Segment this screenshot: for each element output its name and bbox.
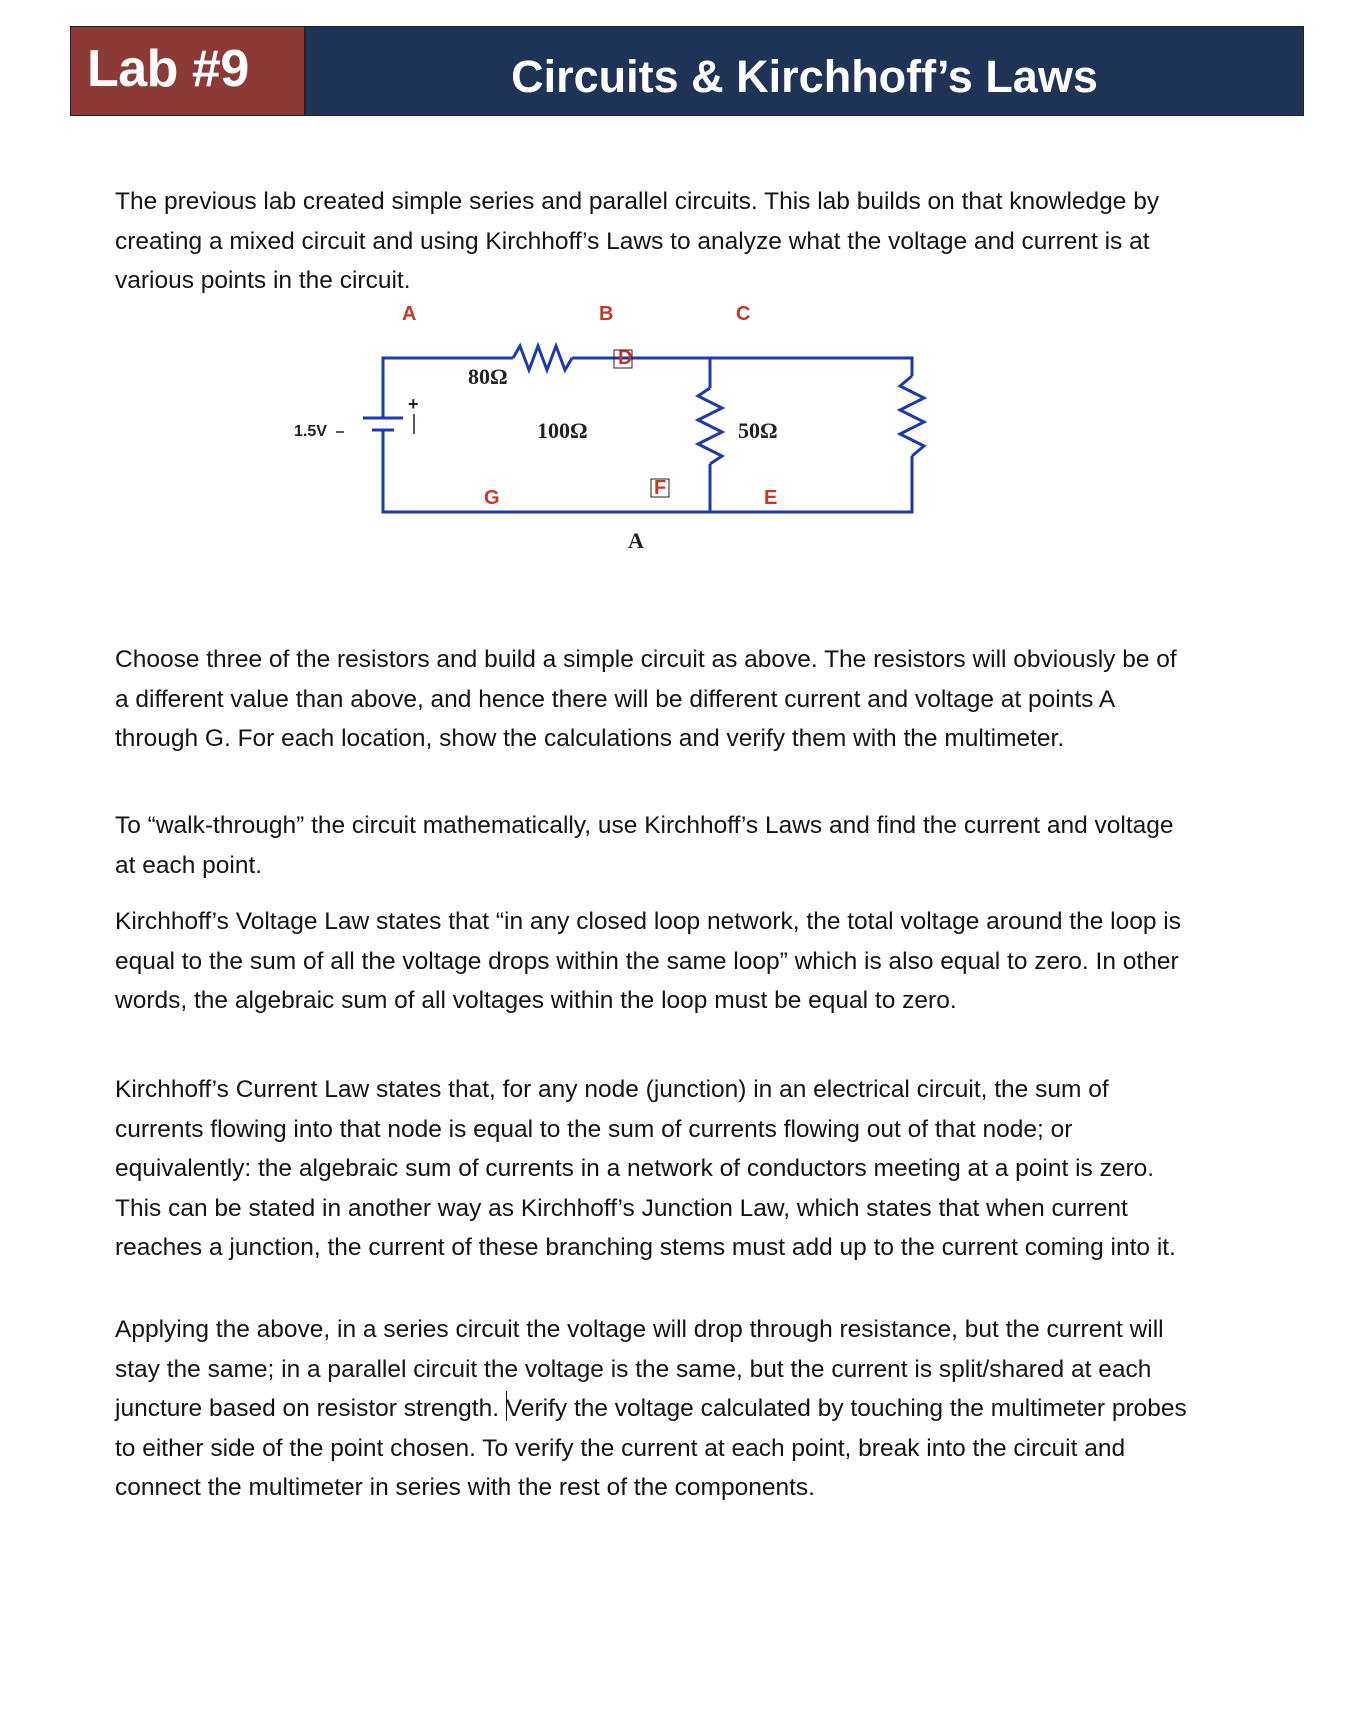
circuit-diagram	[294, 303, 920, 616]
lab-number: Lab #9	[71, 27, 306, 115]
resistor-50-label: 50Ω	[738, 418, 778, 443]
battery-plus-label: +	[408, 394, 419, 414]
point-label-b: B	[599, 303, 614, 325]
battery-voltage-label: 1.5V	[294, 423, 327, 440]
header-banner	[70, 26, 1304, 116]
point-label-g: G	[484, 487, 500, 509]
walkthrough-paragraph: To “walk-through” the circuit mathematically, use Kirchhoff’s Laws and find the current and voltage at each point.	[115, 812, 1174, 879]
wire-right-bottom	[383, 438, 912, 512]
point-label-c: C	[736, 303, 751, 325]
ammeter-label: A	[628, 528, 644, 553]
applying-text-end: Verify the voltage calculated by touching the multimeter probes to either side of the point chosen. To verify the current at each point, break into the circuit and connect the multimeter in series with the rest of the components.	[115, 1395, 1187, 1501]
instruction-paragraph: Choose three of the resistors and build a simple circuit as above. The resistors will obviously be of a different value than above, and hence there will be different current and voltage at points A through G. For each location, show the calculations and verify them with the multimeter.	[115, 646, 1177, 752]
point-label-d: D	[618, 347, 633, 369]
point-label-f: F	[654, 477, 667, 499]
point-label-e: E	[764, 487, 778, 509]
intro-paragraph: The previous lab created simple series and parallel circuits. This lab builds on that knowledge by creating a mixed circuit and using Kirchhoff’s Laws to analyze what the voltage and current is at various points in the circuit.	[115, 188, 1160, 294]
resistor-50	[900, 376, 924, 456]
kvl-paragraph: Kirchhoff’s Voltage Law states that “in any closed loop network, the total voltage around the loop is equal to the sum of all the voltage drops within the same loop” which is also equal to zero. In other words, the algebraic sum of all voltages within the loop must be equal to zero.	[115, 908, 1181, 1014]
page-title: Circuits & Kirchhoff’s Laws	[306, 27, 1303, 115]
resistor-80-label: 80Ω	[468, 364, 508, 389]
point-label-a: A	[402, 303, 417, 325]
resistor-80	[513, 346, 572, 370]
resistor-100-label: 100Ω	[537, 418, 588, 443]
applying-text-start: Applying the above, in a series circuit the voltage will drop through resistance, but the current will stay the same; in a parallel circuit the voltage is the same, but the current is split/shared at each juncture based on resistor strength.	[115, 1316, 1164, 1422]
applying-paragraph	[115, 1310, 1195, 1508]
kcl-paragraph: Kirchhoff’s Current Law states that, for any node (junction) in an electrical circuit, the sum of currents flowing into that node is equal to the sum of currents flowing out of that node; or equivalently: the algebraic sum of currents in a network of conductors meeting at a point is zero. This can be stated in another way as Kirchhoff’s Junction Law, which states that when current reaches a junction, the current of these branching stems must add up to the current coming into it.	[115, 1076, 1176, 1261]
resistor-100	[698, 388, 722, 464]
